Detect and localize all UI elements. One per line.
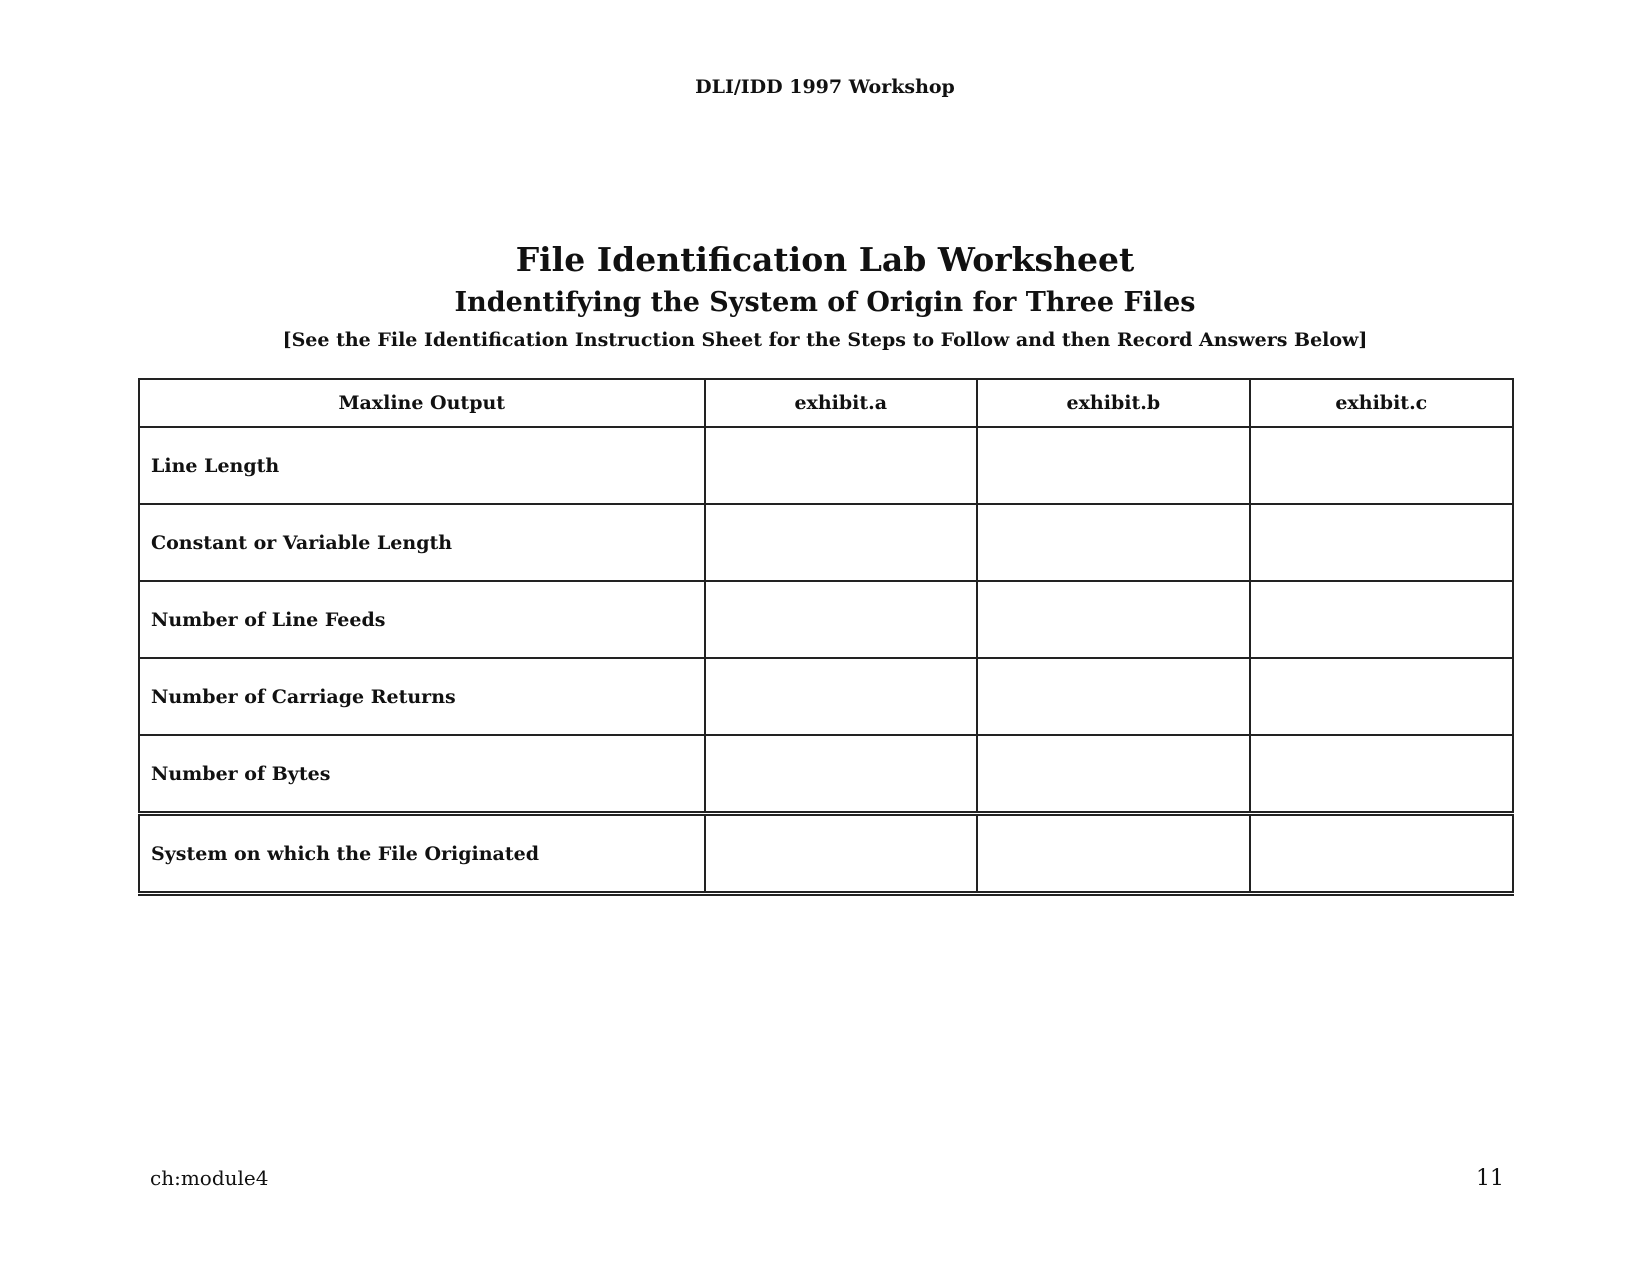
answer-cell[interactable] <box>1250 658 1513 735</box>
table-row <box>139 504 1513 581</box>
table-row <box>139 581 1513 658</box>
answer-cell[interactable] <box>1250 581 1513 658</box>
table-row <box>139 427 1513 504</box>
column-header-exhibit-c: exhibit.c <box>1250 379 1513 427</box>
answer-cell[interactable] <box>1250 427 1513 504</box>
answer-cell[interactable] <box>1250 504 1513 581</box>
answer-cell[interactable] <box>705 504 978 581</box>
instruction-text: [See the File Identification Instruction Sheet for the Steps to Follow and then Record Answers Below] <box>282 329 1368 351</box>
row-label-number-of-line-feeds: Number of Line Feeds <box>139 581 705 658</box>
row-label-number-of-bytes: Number of Bytes <box>139 735 705 814</box>
row-label-line-length: Line Length <box>139 427 705 504</box>
page-number: 11 <box>1476 1166 1504 1191</box>
column-header-exhibit-a: exhibit.a <box>705 379 978 427</box>
table-row <box>139 658 1513 735</box>
footer-module-label: ch:module4 <box>150 1166 269 1190</box>
page-title: File Identification Lab Worksheet <box>515 240 1135 279</box>
answer-cell[interactable] <box>705 427 978 504</box>
column-header-exhibit-b: exhibit.b <box>977 379 1250 427</box>
row-label-number-of-carriage-returns: Number of Carriage Returns <box>139 658 705 735</box>
page-subtitle: Indentifying the System of Origin for Three Files <box>454 287 1196 318</box>
answer-cell[interactable] <box>705 814 978 894</box>
document-header: DLI/IDD 1997 Workshop <box>695 76 955 98</box>
answer-cell[interactable] <box>977 735 1250 814</box>
answer-cell[interactable] <box>977 658 1250 735</box>
table-row <box>139 735 1513 814</box>
table-header-row <box>139 379 1513 427</box>
answer-cell[interactable] <box>977 427 1250 504</box>
answer-cell[interactable] <box>1250 735 1513 814</box>
row-label-constant-or-variable-length: Constant or Variable Length <box>139 504 705 581</box>
answer-cell[interactable] <box>705 581 978 658</box>
row-label-system-of-origin: System on which the File Originated <box>139 814 705 894</box>
answer-cell[interactable] <box>705 735 978 814</box>
table-row <box>139 814 1513 894</box>
answer-cell[interactable] <box>977 814 1250 894</box>
answer-cell[interactable] <box>705 658 978 735</box>
answer-cell[interactable] <box>1250 814 1513 894</box>
answer-cell[interactable] <box>977 504 1250 581</box>
column-header-maxline-output: Maxline Output <box>139 379 705 427</box>
worksheet-table <box>138 378 1514 896</box>
answer-cell[interactable] <box>977 581 1250 658</box>
